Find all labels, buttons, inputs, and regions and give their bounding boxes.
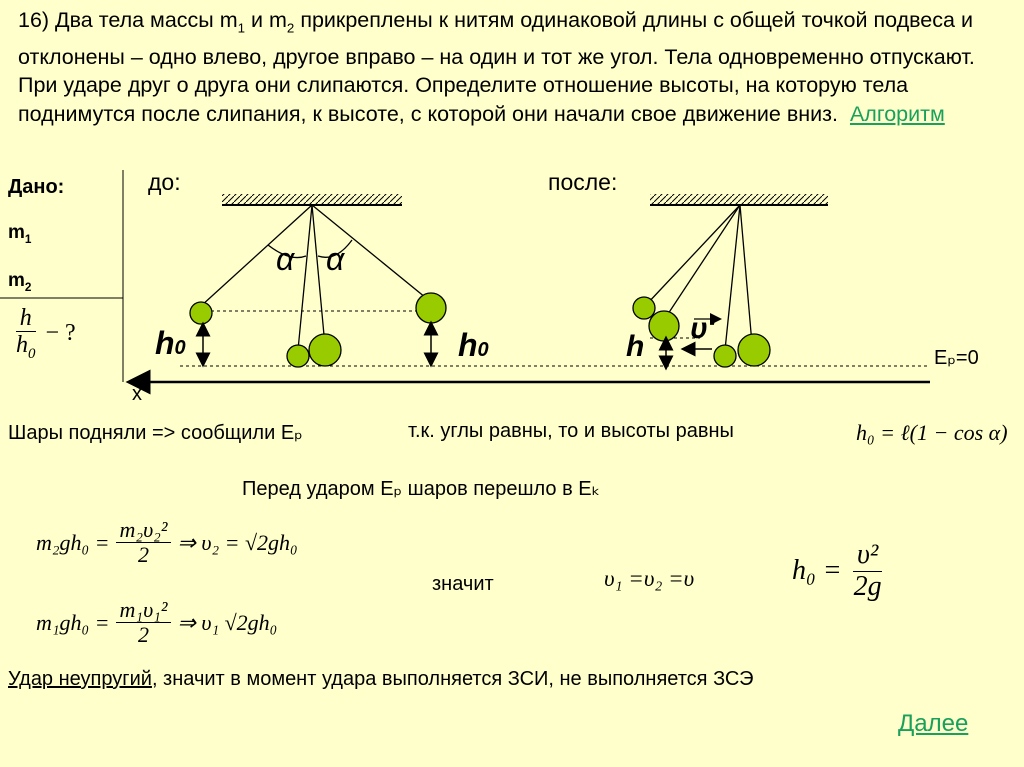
string [312,205,325,346]
ball-m1-bottom [287,345,309,367]
h0-label-left: h0 [155,325,186,361]
equation-m1: m₁gh₀ = $\frac{\text{m₁υ₁²}}{2}$ ⇒ υ₁ √2gh₀ [36,597,278,648]
next-link[interactable]: Далее [898,710,969,737]
string [664,205,740,320]
velocity-equality: υ₁ =υ₂ =υ [604,566,695,591]
equal-angles-text: т.к. углы равны, то и высоты равны [408,420,734,442]
string [646,205,740,305]
find-ratio: $\frac{h}{h_0}$ − ? [16,305,76,363]
ceiling-hatch [222,194,402,204]
equation-m2: m₂gh₀ = $\frac{\text{m₂υ₂²}}{2}$ ⇒ υ₂ = √2gh₀ [36,517,298,568]
problem-mid: и m [245,8,287,32]
alpha-right: α [326,241,345,277]
string [740,205,752,344]
ball-m1-bottom [714,345,736,367]
given-m1: $m_1$ [8,222,32,246]
ball-m1-ghost [633,297,655,319]
h-label: h [626,330,645,363]
algorithm-link[interactable]: Алгоритм [849,101,945,126]
string [725,205,740,350]
inelastic-conclusion: Удар неупругий, значит в момент удара выполняется ЗСИ, не выполняется ЗСЭ [8,668,754,690]
subscript: 2 [286,20,295,36]
before-label: до: [148,169,181,195]
h0-label-right: h0 [458,327,489,363]
given-title: Дано: [8,176,65,198]
after-label: после: [548,169,618,195]
string [201,205,312,306]
raised-text: Шары подняли => сообщили Eₚ [8,422,303,444]
problem-statement [18,6,1008,128]
alpha-left: α [276,241,295,277]
ball-m2-bottom [738,334,770,366]
ep-zero-label: Eₚ=0 [934,347,979,369]
string [298,205,312,350]
velocity-label: υ' [690,312,715,345]
x-axis-label: x [132,383,142,405]
subscript: 1 [237,20,246,36]
ball-combined [649,311,679,341]
ball-m1-raised [190,302,212,324]
ball-m2-bottom [309,334,341,366]
ceiling-hatch [650,194,828,204]
problem-text: прикреплены к нитям одинаковой длины с общей точкой подвеса и отклонены – одно влево, другое вправо – на один и тот же угол. Тела одновременно отпускают. При ударе друг о друга они слипаются. Определите отношение высоты, на которую тела поднимутся после слипания, к высоте, с которой они начали свое движение вниз. [18,8,975,126]
ball-m2-raised [416,293,446,323]
problem-prefix: 16) Два тела массы m [18,8,238,32]
h0-result: h₀ = $\frac{\text{υ²}}{2g}$ [792,539,882,602]
given-m2: $m_2$ [8,270,32,294]
means-text: значит [432,573,494,595]
pendulum-diagram [0,160,1024,410]
h0-formula: h₀ = ℓ(1 − cos α) [856,420,1008,445]
before-impact-text: Перед ударом Eₚ шаров перешло в Eₖ [242,478,601,500]
